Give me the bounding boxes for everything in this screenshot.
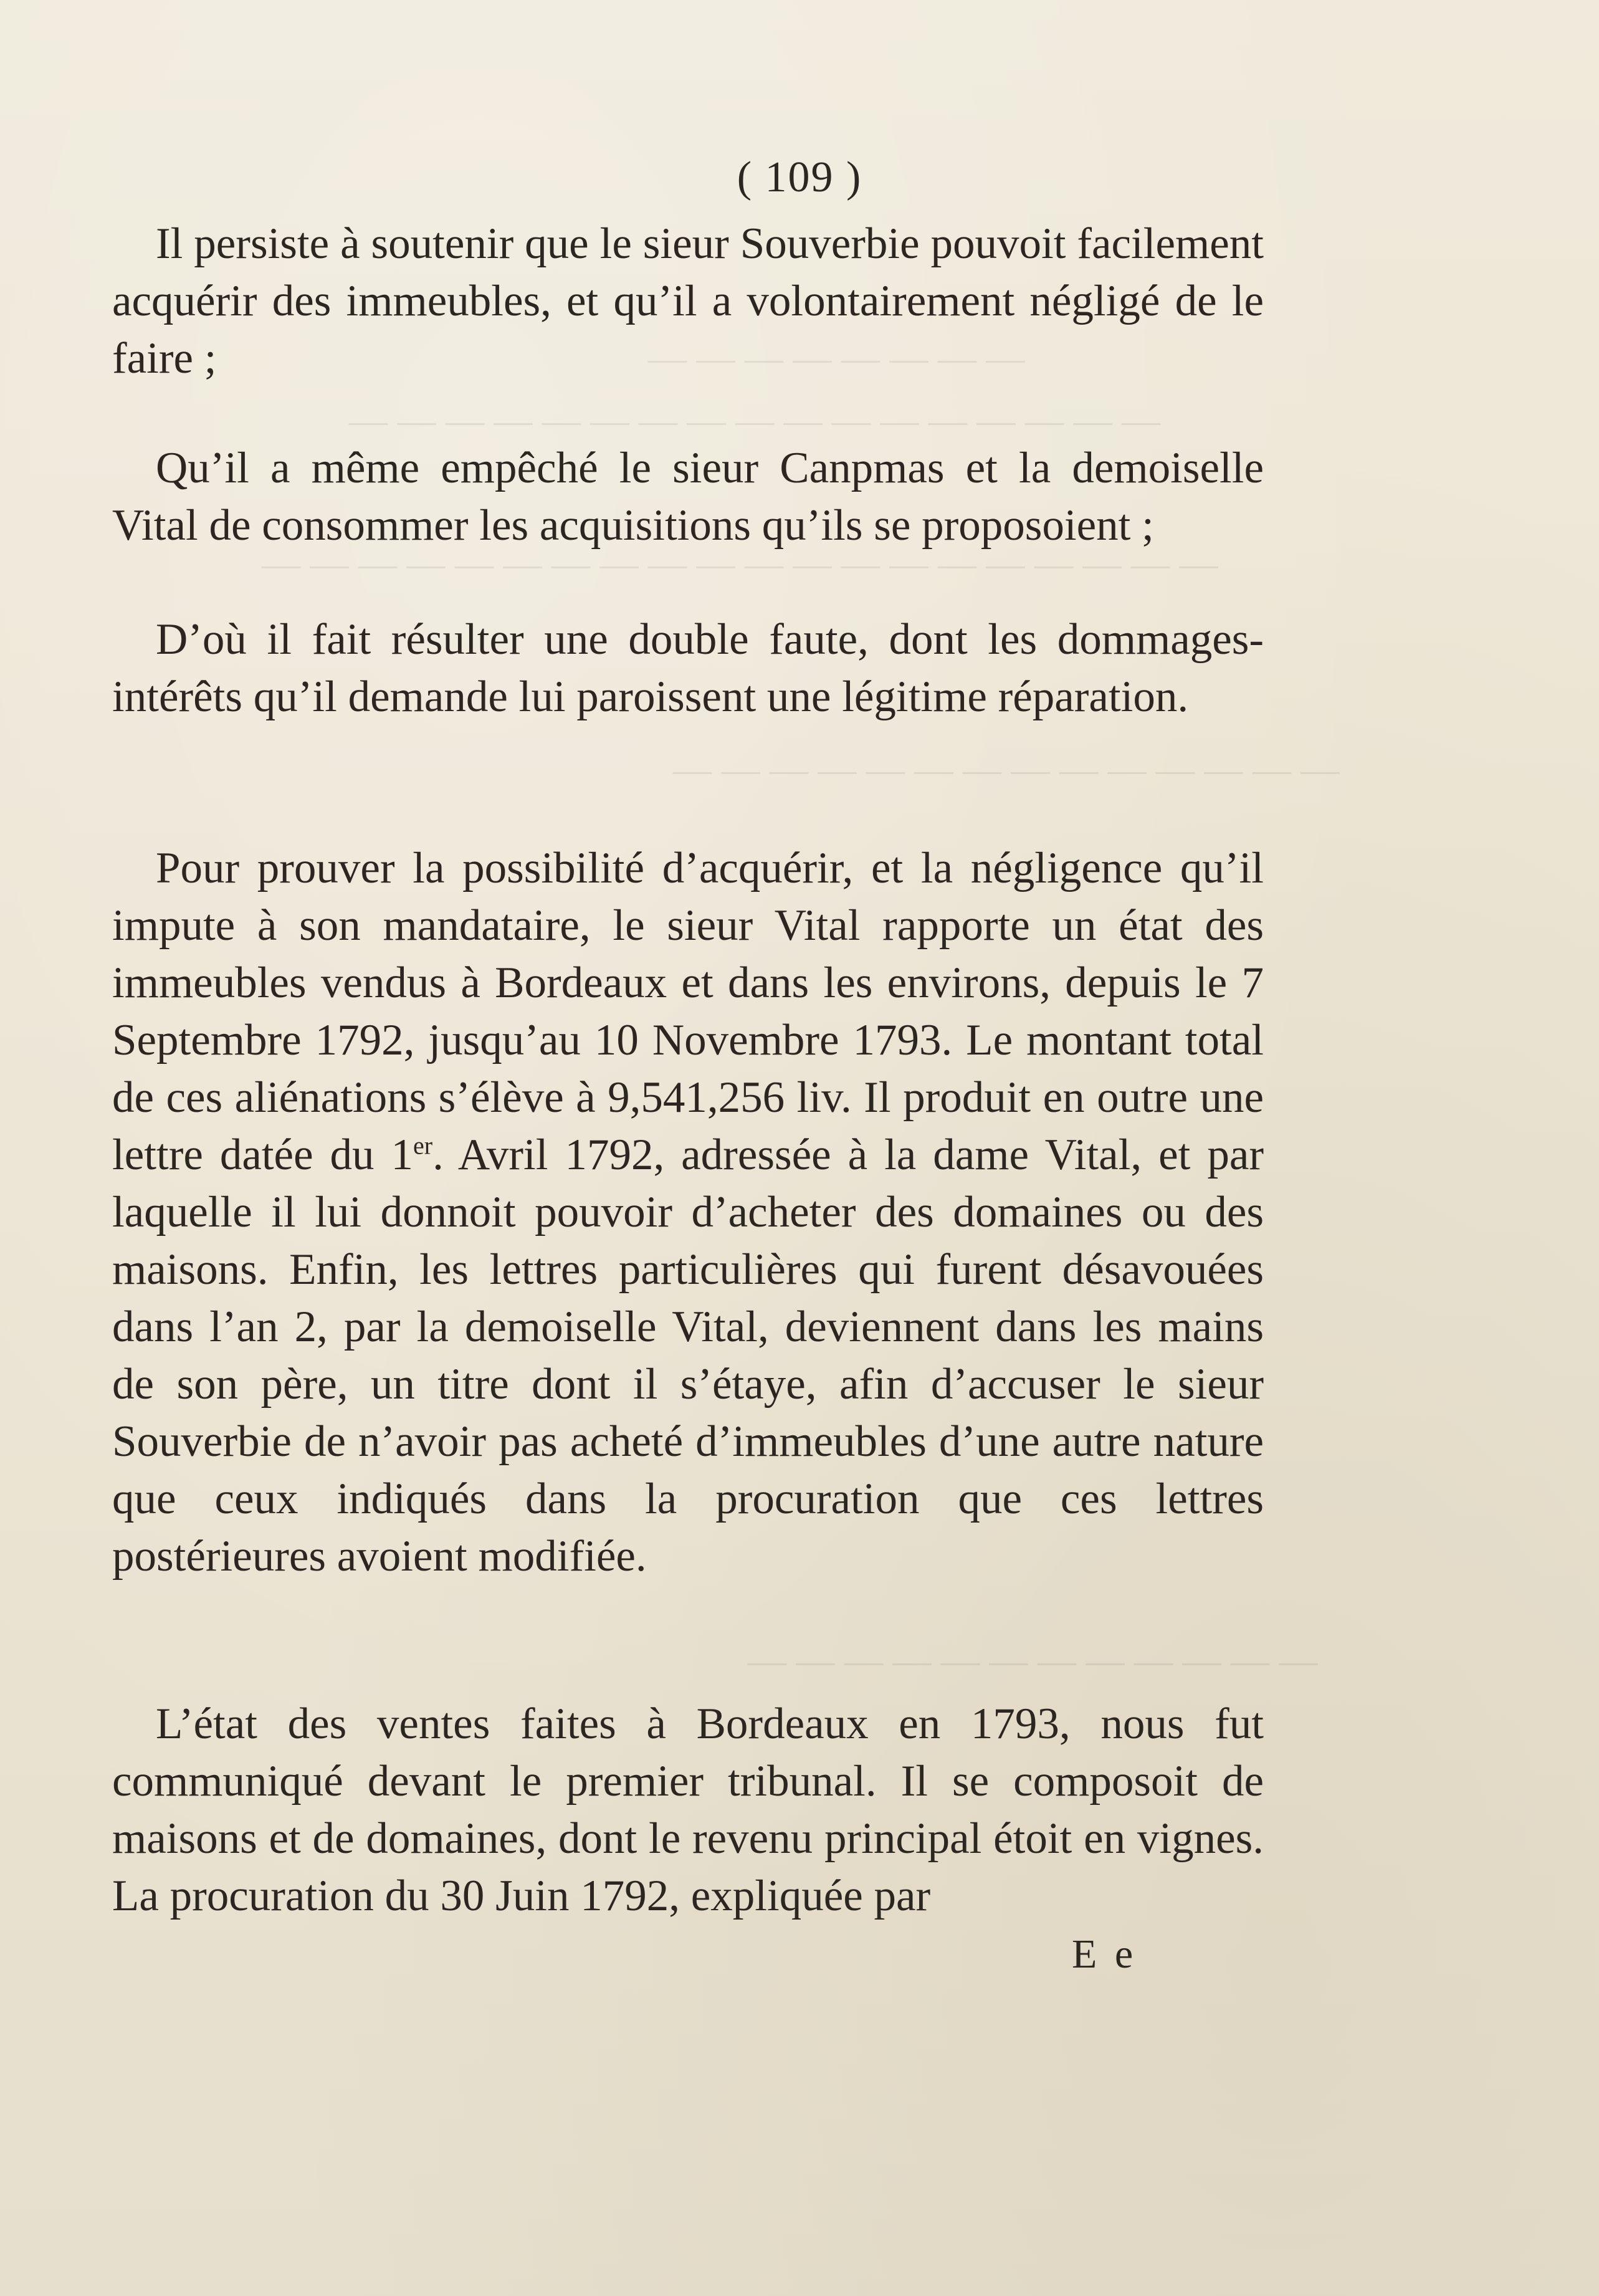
signature-mark: E e <box>1072 1931 1137 1977</box>
paragraph-4-text: Pour prouver la possibilité d’acquérir, et la négligence qu’il impute à son mandataire, le sieur Vital rapporte un état des immeubles vendus à Bordeaux et dans les environs, depuis le 7 Septembre 1792, jusqu’au 10 Novembre 1793. Le montant total de ces aliénations s’élève à 9,541,256 liv. Il produit en outre une lettre datée du <box>112 844 1264 1179</box>
ordinal-number: 1 <box>391 1131 414 1179</box>
paragraph-5: L’état des ventes faites à Bordeaux en 1793, nous fut communiqué devant le premier tribunal. Il se composoit de maisons et de domaines, dont le revenu principal étoit en vignes. La procuration du 30 Juin 1792, expliquée par <box>112 1700 1264 1920</box>
page-number-header: ( 109 ) <box>737 153 862 201</box>
bleed-through-text: — — — — — — — — — — — — — — — — — — — — <box>262 543 1218 585</box>
paragraph-2: Qu’il a même empêché le sieur Canpmas et la demoiselle Vital de consommer les acquisitions qu’ils se proposoient ; <box>112 444 1264 550</box>
bleed-through-text: — — — — — — — — — — — — — — <box>673 749 1340 791</box>
text-block <box>112 1695 1264 1925</box>
text-block <box>112 439 1264 554</box>
bleed-through-text: — — — — — — — — — — — — <box>748 1640 1318 1682</box>
text-block <box>112 839 1264 1585</box>
paragraph-3: D’où il fait résulter une double faute, dont les dommages-intérêts qu’il demande lui paroissent une légitime réparation. <box>112 615 1264 721</box>
text-block <box>112 215 1264 387</box>
bleed-through-text: — — — — — — — — <box>648 337 1025 380</box>
bleed-through-text: — — — — — — — — — — — — — — — — — <box>349 399 1160 442</box>
paragraph-4-continuation: . Avril 1792, adressée à la dame Vital, et par laquelle il lui donnoit pouvoir d’acheter des domaines ou des maisons. Enfin, les lettres particulières qui furent désavouées dans l’an 2, par la demoiselle Vital, deviennent dans les mains de son père, un titre dont il s’étaye, afin d’accuser le sieur Souverbie de n’avoir pas acheté d’immeubles d’une autre nature que ceux indiqués dans la procuration que ces lettres postérieures avoient modifiée. <box>112 1131 1264 1581</box>
text-block <box>112 611 1264 725</box>
paragraph-4 <box>112 839 1264 1585</box>
ordinal-suffix: er <box>413 1131 433 1160</box>
paragraph-1: Il persiste à soutenir que le sieur Souverbie pouvoit facilement acquérir des immeubles, et qu’il a volontairement négligé de le faire ; <box>112 219 1264 383</box>
